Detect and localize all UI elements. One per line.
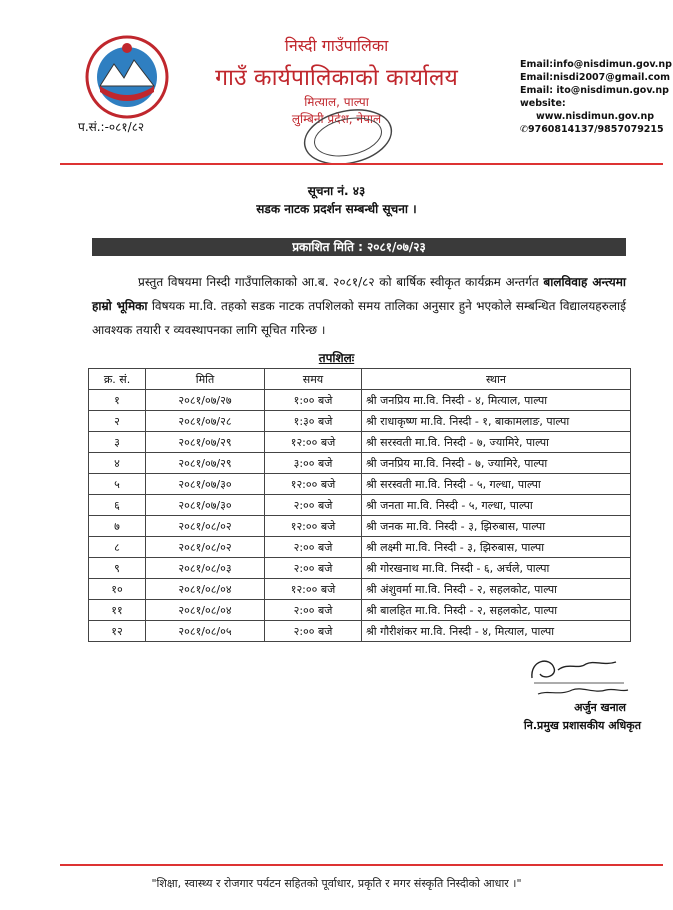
table-row [89, 516, 631, 537]
published-date-bar: प्रकाशित मिति : २०८१/०७/२३ [92, 238, 626, 256]
cell-location: श्री सरस्वती मा.वि. निस्दी - ७, ज्यामिरे, पाल्पा [362, 432, 631, 453]
body-text-a: प्रस्तुत विषयमा निस्दी गाउँपालिकाको आ.ब. २०८१/८२ को बार्षिक स्वीकृत कार्यक्रम अन्तर्गत [138, 275, 544, 289]
cell-time: १२:०० बजे [265, 432, 362, 453]
cell-location: श्री गोरखनाथ मा.वि. निस्दी - ६, अर्चले, पाल्पा [362, 558, 631, 579]
office-name: गाउँ कार्यपालिकाको कार्यालय [215, 65, 458, 91]
office-province: लुम्बिनी प्रदेश, नेपाल [291, 112, 382, 126]
header-serial: क्र. सं. [89, 369, 146, 390]
cell-serial: १० [89, 579, 146, 600]
cell-serial: ७ [89, 516, 146, 537]
body-text-topic: बालविवाह अन्त्यमा हाम्रो भूमिका [92, 275, 626, 313]
cell-location: श्री जनक मा.वि. निस्दी - ३, झिरुबास, पाल्पा [362, 516, 631, 537]
cell-date: २०८१/०८/०४ [146, 600, 265, 621]
body-text-c: विषयक मा.वि. तहको सडक नाटक तपशिलको समय तालिका अनुसार हुने भएकोले सम्बन्धित विद्यालयहरुलाई आवश्यक तयारी र व्यवस्थापनका लागि सूचित गरिन्छ । [92, 299, 626, 337]
cell-location: श्री अंशुवर्मा मा.वि. निस्दी - २, सहलकोट, पाल्पा [362, 579, 631, 600]
cell-date: २०८१/०७/२७ [146, 390, 265, 411]
municipality-name: निस्दी गाउँपालिका [284, 36, 389, 55]
header-time: समय [265, 369, 362, 390]
cell-location: श्री राधाकृष्ण मा.वि. निस्दी - १, बाकामलाङ, पाल्पा [362, 411, 631, 432]
cell-location: श्री सरस्वती मा.वि. निस्दी - ५, गल्धा, पाल्पा [362, 474, 631, 495]
notice-body [92, 270, 626, 342]
cell-time: १२:०० बजे [265, 516, 362, 537]
cell-date: २०८१/०८/०४ [146, 579, 265, 600]
contact-phone: 9760814137/9857079215 [527, 124, 664, 135]
footer-divider [60, 864, 663, 866]
table-row [89, 537, 631, 558]
cell-serial: २ [89, 411, 146, 432]
cell-serial: ११ [89, 600, 146, 621]
cell-time: १२:०० बजे [265, 579, 362, 600]
notice-number: सूचना नं. ४३ [307, 184, 366, 198]
table-row [89, 558, 631, 579]
table-row [89, 453, 631, 474]
footer-motto: "शिक्षा, स्वास्थ्य र रोजगार पर्यटन सहितको पूर्वाधार, प्रकृति र मगर संस्कृति निस्दीको आधार ।" [151, 877, 522, 890]
contact-block [520, 58, 672, 136]
cell-time: २:०० बजे [265, 621, 362, 642]
cell-serial: ६ [89, 495, 146, 516]
website-label: website: [520, 98, 566, 109]
table-title: तपशिलः [318, 351, 355, 365]
cell-time: २:०० बजे [265, 600, 362, 621]
schedule-table [88, 368, 631, 642]
header-location: स्थान [362, 369, 631, 390]
signatory-name: अर्जुन खनाल [574, 701, 626, 714]
cell-date: २०८१/०७/२९ [146, 453, 265, 474]
contact-email-1[interactable]: Email:info@nisdimun.gov.np [520, 59, 672, 70]
office-address: मित्याल, पाल्पा [304, 95, 369, 109]
cell-date: २०८१/०८/०५ [146, 621, 265, 642]
cell-location: श्री जनप्रिय मा.वि. निस्दी - ७, ज्यामिरे, पाल्पा [362, 453, 631, 474]
cell-time: २:०० बजे [265, 495, 362, 516]
cell-time: १२:०० बजे [265, 474, 362, 495]
cell-date: २०८१/०७/३० [146, 474, 265, 495]
cell-location: श्री बालहित मा.वि. निस्दी - २, सहलकोट, पाल्पा [362, 600, 631, 621]
cell-serial: १ [89, 390, 146, 411]
office-stamp [300, 108, 396, 166]
table-row [89, 600, 631, 621]
phone-icon: ✆ [520, 124, 528, 135]
website-link[interactable]: www.nisdimun.gov.np [536, 111, 655, 122]
table-row [89, 621, 631, 642]
table-header-row [89, 369, 631, 390]
cell-date: २०८१/०८/०२ [146, 516, 265, 537]
cell-date: २०८१/०७/३० [146, 495, 265, 516]
cell-serial: ३ [89, 432, 146, 453]
cell-time: १:०० बजे [265, 390, 362, 411]
table-row [89, 495, 631, 516]
reference-number: प.सं.:-०८१/८२ [78, 120, 145, 134]
cell-date: २०८१/०८/०३ [146, 558, 265, 579]
table-row [89, 432, 631, 453]
contact-email-3[interactable]: Email: ito@nisdimun.gov.np [520, 85, 669, 96]
cell-location: श्री गौरीशंकर मा.वि. निस्दी - ४, मित्याल, पाल्पा [362, 621, 631, 642]
cell-time: २:०० बजे [265, 558, 362, 579]
cell-serial: ४ [89, 453, 146, 474]
cell-time: १:३० बजे [265, 411, 362, 432]
contact-email-2[interactable]: Email:nisdi2007@gmail.com [520, 72, 671, 83]
cell-serial: ५ [89, 474, 146, 495]
cell-serial: ८ [89, 537, 146, 558]
cell-serial: १२ [89, 621, 146, 642]
cell-time: ३:०० बजे [265, 453, 362, 474]
cell-location: श्री जनप्रिय मा.वि. निस्दी - ४, मित्याल, पाल्पा [362, 390, 631, 411]
header-date: मिति [146, 369, 265, 390]
cell-date: २०८१/०८/०२ [146, 537, 265, 558]
cell-date: २०८१/०७/२८ [146, 411, 265, 432]
cell-date: २०८१/०७/२९ [146, 432, 265, 453]
table-row [89, 474, 631, 495]
cell-location: श्री जनता मा.वि. निस्दी - ५, गल्धा, पाल्पा [362, 495, 631, 516]
cell-location: श्री लक्ष्मी मा.वि. निस्दी - ३, झिरुबास, पाल्पा [362, 537, 631, 558]
table-row [89, 411, 631, 432]
notice-subject: सडक नाटक प्रदर्शन सम्बन्धी सूचना । [256, 202, 417, 216]
table-row [89, 390, 631, 411]
table-row [89, 579, 631, 600]
cell-serial: ९ [89, 558, 146, 579]
handwritten-signature [524, 650, 634, 702]
cell-time: २:०० बजे [265, 537, 362, 558]
signatory-title: नि.प्रमुख प्रशासकीय अधिकृत [523, 719, 641, 732]
header-divider [60, 163, 663, 165]
